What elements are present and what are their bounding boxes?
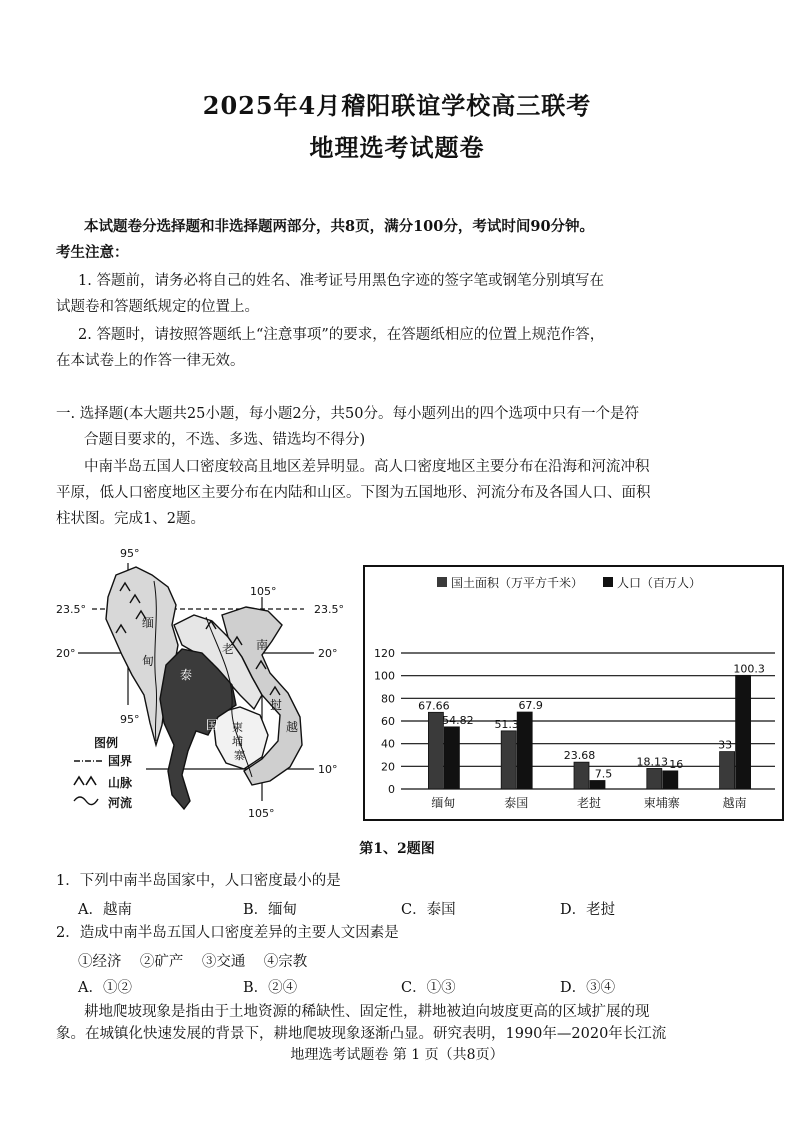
q2-option-b[interactable]: B．②④: [243, 980, 298, 996]
q2-option-c[interactable]: C．①③: [401, 980, 456, 996]
country-char-laos-2: 挝: [270, 698, 283, 712]
country-char-myanmar-1: 缅: [142, 616, 155, 630]
lon-105-top-label: 105°: [250, 585, 277, 598]
bar-population: [517, 712, 532, 789]
x-category-label: 越南: [722, 796, 747, 810]
bar-population: [590, 781, 605, 790]
data-label-population: 67.9: [518, 699, 543, 713]
notice-item-2-line-2: 在本试卷上的作答一律无效。: [56, 353, 245, 369]
lat-20-right-label: 20°: [318, 647, 338, 660]
stimulus-line-3: 柱状图。完成1、2题。: [56, 511, 205, 527]
map-legend-title: 图例: [94, 736, 119, 750]
page-footer: 地理选考试题卷 第 1 页（共8页）: [290, 1047, 504, 1063]
data-label-population: 16: [669, 757, 684, 771]
legend-population-label: 人口（百万人）: [617, 576, 702, 590]
country-char-cambodia-2: 埔: [232, 735, 243, 748]
x-category-label: 泰国: [504, 796, 529, 810]
y-tick-label: 60: [381, 715, 395, 728]
lat-23-right-label: 23.5°: [314, 603, 344, 616]
population-area-chart-frame: [363, 565, 784, 821]
y-tick-label: 80: [381, 692, 395, 706]
y-tick-label: 100: [374, 669, 395, 683]
y-tick-label: 120: [374, 647, 395, 660]
legend-river-label: 河流: [108, 796, 133, 810]
legend-border-label: 国界: [108, 754, 133, 768]
indochina-map: [56, 545, 356, 825]
legend-area-label: 国土面积（万平方千米）: [451, 576, 584, 590]
notice-item-1-line-2: 试题卷和答题纸规定的位置上。: [56, 299, 259, 315]
country-char-thailand-1: 泰: [180, 668, 193, 682]
q2-option-d[interactable]: D．③④: [560, 980, 616, 996]
figure-caption: 第1、2题图: [359, 841, 435, 857]
data-label-population: 100.3: [733, 662, 765, 676]
lon-95-bottom-label: 95°: [120, 713, 140, 726]
exam-intro: 本试题卷分选择题和非选择题两部分，共8页，满分100分，考试时间90分钟。: [84, 218, 595, 235]
q2-option-a[interactable]: A．①②: [78, 980, 132, 996]
q2-items: ①经济 ②矿产 ③交通 ④宗教: [78, 954, 308, 970]
bar-area: [647, 768, 662, 789]
q1-stem: 1．下列中南半岛国家中，人口密度最小的是: [56, 873, 341, 889]
notice-item-1-line-1: 1. 答题前，请务必将自己的姓名、准考证号用黑色字迹的签字笔或钢笔分别填写在: [78, 273, 604, 289]
lat-23-left-label: 23.5°: [56, 603, 86, 616]
bar-population: [736, 675, 751, 789]
notice-heading: 考生注意：: [56, 244, 129, 261]
bar-area: [501, 731, 516, 789]
country-char-vietnam-2: 南: [256, 638, 269, 652]
data-label-population: 7.5: [594, 767, 613, 781]
section-heading-line-2: 合题目要求的，不选、多选、错选均不得分): [84, 432, 366, 448]
country-char-cambodia-3: 寨: [234, 749, 245, 762]
data-label-area: 33: [718, 738, 733, 752]
bar-population: [444, 727, 459, 789]
country-char-myanmar-2: 甸: [142, 654, 155, 668]
x-category-label: 柬埔寨: [643, 796, 680, 810]
lat-10-right-label: 10°: [318, 763, 338, 776]
legend-area-swatch: [437, 577, 447, 587]
x-category-label: 老挝: [576, 796, 602, 810]
lat-20-left-label: 20°: [56, 647, 76, 660]
section-heading-line-1: 一. 选择题(本大题共25小题，每小题2分，共50分。每小题列出的四个选项中只有一个是符: [56, 406, 639, 422]
bar-population: [663, 771, 678, 789]
lon-95-top-label: 95°: [120, 547, 140, 560]
data-label-area: 67.66: [418, 699, 450, 713]
q1-option-a[interactable]: A．越南: [78, 902, 132, 918]
q1-option-c[interactable]: C．泰国: [401, 902, 456, 918]
y-tick-label: 0: [388, 783, 395, 796]
bar-area: [720, 752, 735, 789]
country-char-vietnam-1: 越: [286, 720, 299, 734]
legend-mountain-label: 山脉: [108, 776, 133, 790]
x-category-label: 缅甸: [431, 796, 456, 810]
legend-river-icon: [74, 797, 98, 805]
exam-subtitle: 地理选考试题卷: [309, 133, 485, 162]
stimulus-2-line-2: 象。在城镇化快速发展的背景下，耕地爬坡现象逐渐凸显。研究表明，1990年—2020年长江流: [56, 1026, 667, 1042]
stimulus-line-1: 中南半岛五国人口密度较高且地区差异明显。高人口密度地区主要分布在沿海和河流冲积: [84, 459, 650, 475]
population-area-chart: [365, 567, 782, 819]
q1-option-d[interactable]: D．老挝: [560, 902, 616, 918]
exam-title: 2025年4月稽阳联谊学校高三联考: [202, 91, 592, 120]
y-tick-label: 40: [381, 737, 395, 751]
stimulus-2-line-1: 耕地爬坡现象是指由于土地资源的稀缺性、固定性，耕地被迫向坡度更高的区域扩展的现: [84, 1004, 650, 1020]
q2-stem: 2．造成中南半岛五国人口密度差异的主要人文因素是: [56, 925, 399, 941]
q1-option-b[interactable]: B．缅甸: [243, 902, 298, 918]
notice-item-2-line-1: 2. 答题时，请按照答题纸上“注意事项”的要求，在答题纸相应的位置上规范作答，: [78, 327, 605, 343]
country-char-cambodia-1: 柬: [232, 721, 243, 734]
lon-105-bottom-label: 105°: [248, 807, 275, 820]
stimulus-line-2: 平原，低人口密度地区主要分布在内陆和山区。下图为五国地形、河流分布及各国人口、面积: [56, 485, 651, 501]
y-tick-label: 20: [381, 760, 395, 774]
data-label-area: 51.3: [494, 717, 519, 731]
data-label-area: 23.68: [563, 749, 596, 763]
bar-area: [428, 712, 443, 789]
data-label-population: 54.82: [442, 713, 474, 727]
data-label-area: 18.13: [636, 755, 669, 769]
country-char-thailand-2: 国: [206, 718, 219, 732]
bar-area: [574, 762, 589, 789]
legend-population-swatch: [603, 577, 613, 587]
legend-mountain-icon: [74, 777, 96, 785]
country-char-laos-1: 老: [222, 642, 235, 656]
